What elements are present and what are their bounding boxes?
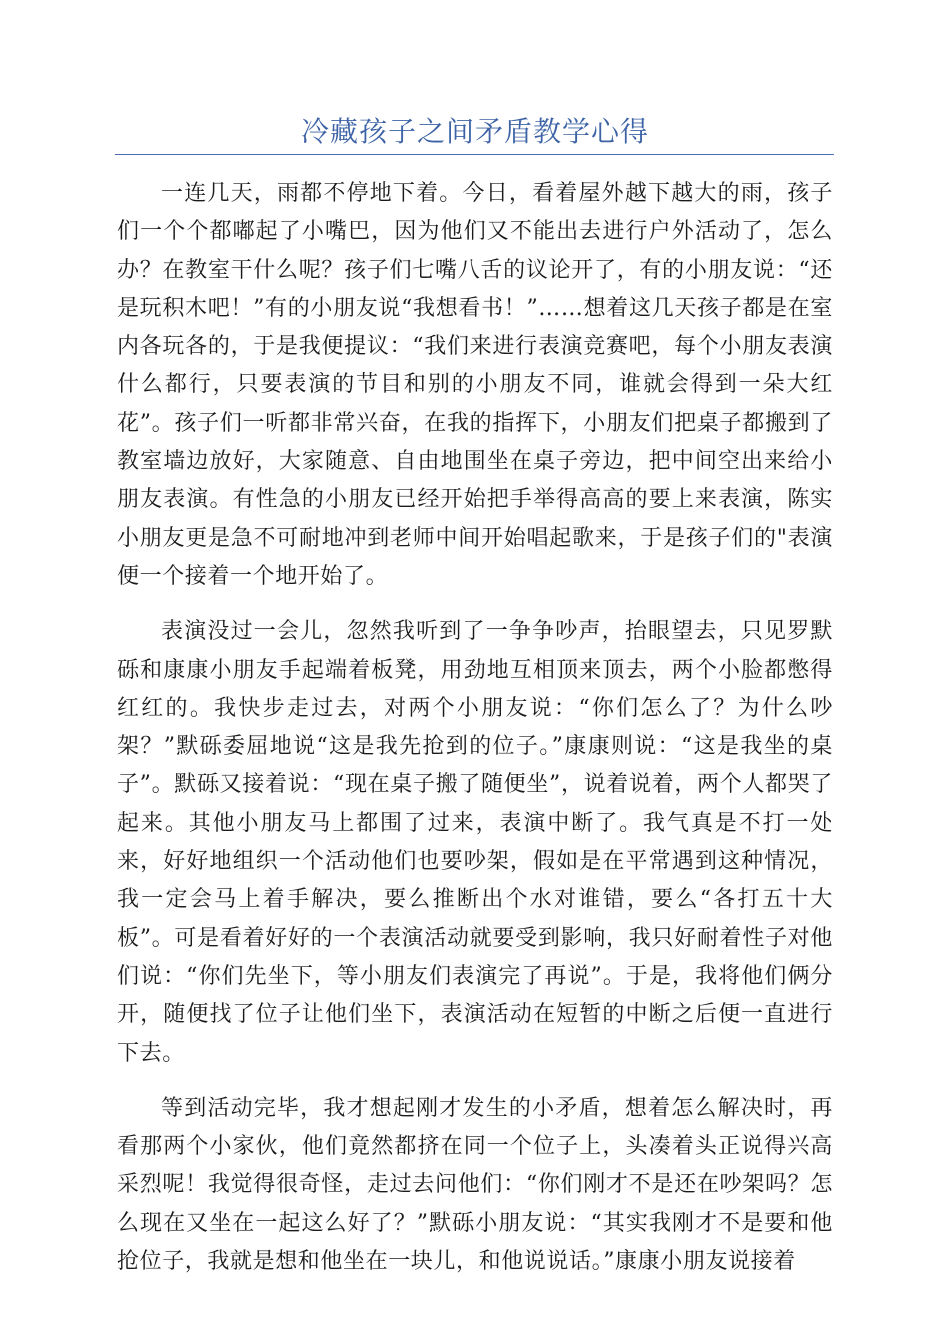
paragraph: 一连几天，雨都不停地下着。今日，看着屋外越下越大的雨，孩子们一个个都嘟起了小嘴巴，因为他们又不能出去进行户外活动了，怎么办？在教室干什么呢？孩子们七嘴八舌的议论开了，有的小朋友说：“还是玩积木吧！”有的小朋友说“我想看书！”……想着这几天孩子都是在室内各玩各的，于是我便提议：“我们来进行表演竞赛吧，每个小朋友表演什么都行，只要表演的节目和别的小朋友不同，谁就会得到一朵大红花”。孩子们一听都非常兴奋，在我的指挥下，小朋友们把桌子都搬到了教室墙边放好，大家随意、自由地围坐在桌子旁边，把中间空出来给小朋友表演。有性急的小朋友已经开始把手举得高高的要上来表演，陈实小朋友更是急不可耐地冲到老师中间开始唱起歌来，于是孩子们的"表演便一个接着一个地开始了。 — [117, 181, 833, 589]
title-underline — [115, 154, 834, 155]
paragraph: 等到活动完毕，我才想起刚才发生的小矛盾，想着怎么解决时，再看那两个小家伙，他们竟然都挤在同一个位子上，头凑着头正说得兴高采烈呢！我觉得很奇怪，走过去问他们：“你们刚才不是还在吵架吗？怎么现在又坐在一起这么好了？”默砾小朋友说：“其实我刚才不是要和他抢位子，我就是想和他坐在一块儿，和他说说话。”康康小朋友说接着 — [117, 1095, 833, 1275]
document-body — [117, 175, 833, 1298]
paragraph: 表演没过一会儿，忽然我听到了一争争吵声，抬眼望去，只见罗默砾和康康小朋友手起端着板凳，用劲地互相顶来顶去，两个小脸都憋得红红的。我快步走过去，对两个小朋友说：“你们怎么了？为什么吵架？”默砾委屈地说“这是我先抢到的位子。”康康则说：“这是我坐的桌子”。默砾又接着说：“现在桌子搬了随便坐”，说着说着，两个人都哭了起来。其他小朋友马上都围了过来，表演中断了。我气真是不打一处来，好好地组织一个活动他们也要吵架，假如是在平常遇到这种情况，我一定会马上着手解决，要么推断出个水对谁错，要么“各打五十大板”。可是看着好好的一个表演活动就要受到影响，我只好耐着性子对他们说：“你们先坐下，等小朋友们表演完了再说”。于是，我将他们俩分开，随便找了位子让他们坐下，表演活动在短暂的中断之后便一直进行下去。 — [117, 619, 833, 1066]
page-title: 冷藏孩子之间矛盾教学心得 — [300, 115, 649, 148]
